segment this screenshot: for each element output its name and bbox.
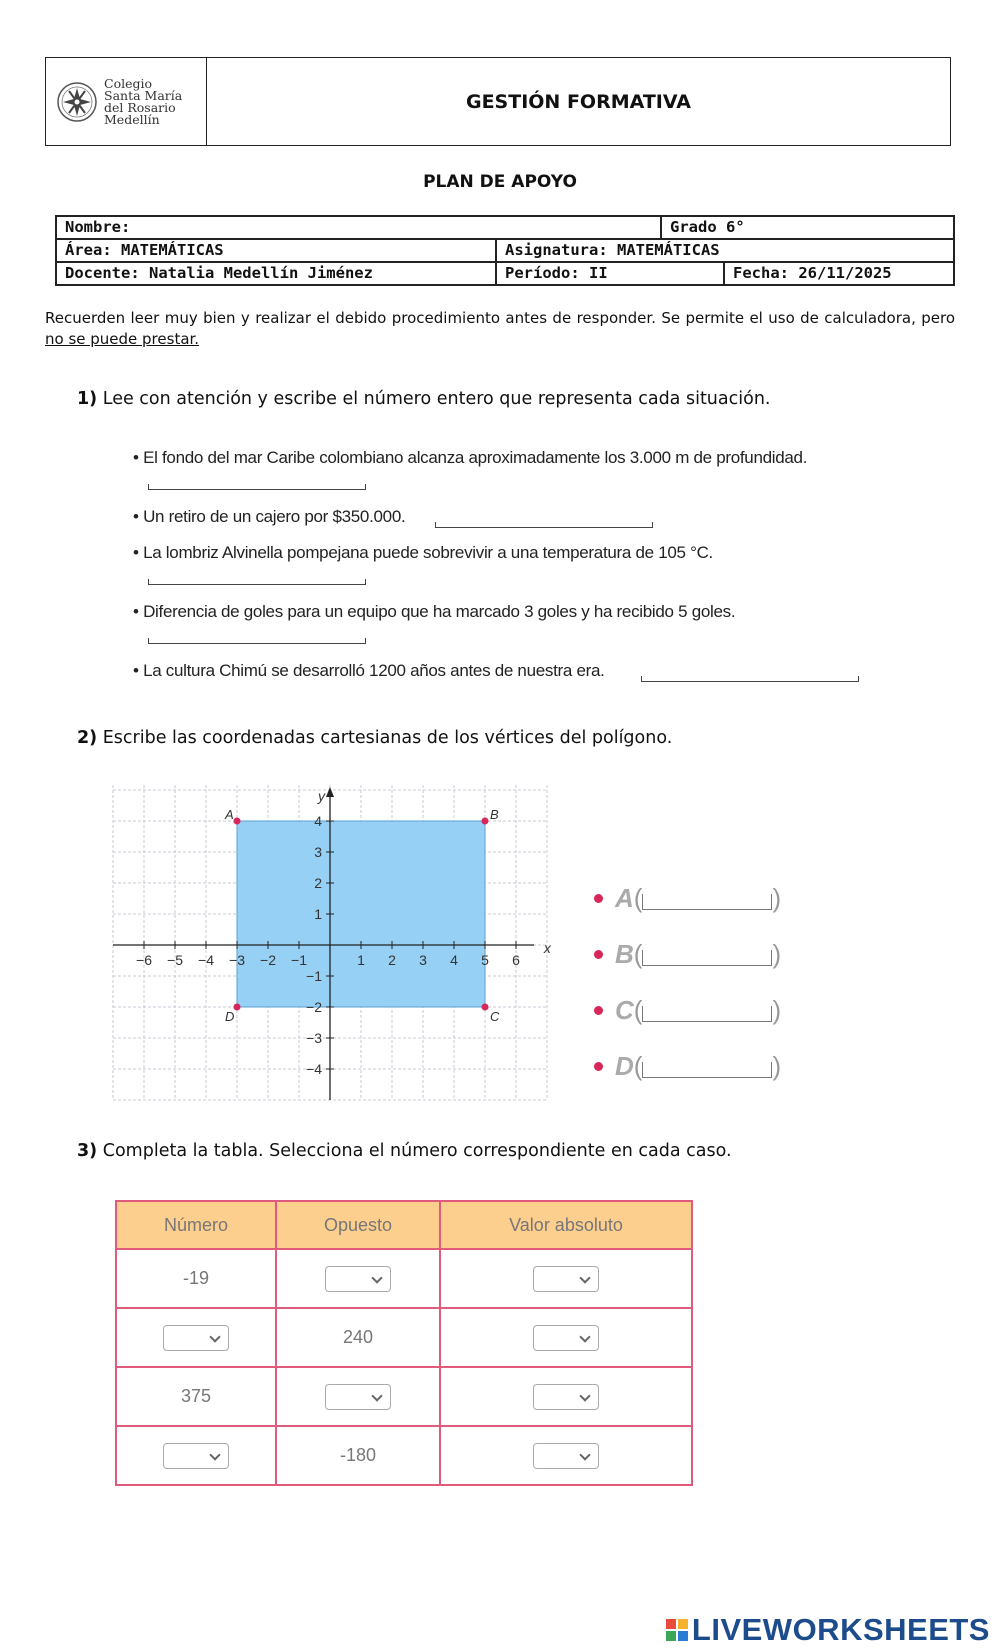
- x-tick-label: −2: [260, 952, 276, 968]
- periodo-label: Período: II: [495, 263, 723, 284]
- vertex-d-answer: [594, 1051, 781, 1082]
- paren: (: [633, 883, 643, 913]
- question-text: Lee con atención y escribe el número entero que representa cada situación.: [97, 389, 771, 409]
- vertex-letter: B: [615, 939, 634, 969]
- y-tick-label: −2: [306, 999, 322, 1015]
- y-tick-label: 2: [314, 875, 322, 891]
- polygon-shape: [237, 821, 485, 1007]
- grado-label: Grado 6°: [660, 217, 953, 238]
- opuesto-cell: [276, 1249, 440, 1308]
- opuesto-cell: [276, 1367, 440, 1426]
- vertex-point: [234, 818, 241, 825]
- column-header: Número: [116, 1201, 276, 1249]
- vertex-label: A: [225, 807, 234, 822]
- vertex-point: [482, 818, 489, 825]
- x-tick-label: 5: [481, 952, 489, 968]
- q1-item: • La lombriz Alvinella pompejana puede sobrevivir a una temperatura de 105 °C.: [133, 543, 713, 562]
- question-number: 1): [77, 389, 98, 409]
- y-tick-label: 4: [314, 813, 322, 829]
- x-tick-label: −5: [167, 952, 183, 968]
- school-name-line: Colegio: [104, 75, 153, 91]
- y-axis-label: y: [318, 788, 325, 804]
- q1-item: • Diferencia de goles para un equipo que ha marcado 3 goles y ha recibido 5 goles.: [133, 602, 736, 621]
- table-row: [116, 1426, 692, 1485]
- vertex-a-answer: [594, 883, 781, 914]
- valor-absoluto-select[interactable]: [533, 1266, 599, 1292]
- question-1: [77, 389, 770, 409]
- school-name-line: Santa María: [104, 87, 183, 103]
- paren: ): [772, 939, 782, 969]
- school-crest-icon: [56, 69, 98, 135]
- school-name-line: Medellín: [104, 111, 160, 127]
- question-3: [77, 1141, 732, 1161]
- vertex-point: [234, 1004, 241, 1011]
- vertex-d-input[interactable]: [642, 1062, 772, 1078]
- answer-input[interactable]: [148, 579, 366, 585]
- vertex-letter: C: [615, 995, 634, 1025]
- vertex-c-answer: [594, 995, 781, 1026]
- table-row: [116, 1249, 692, 1308]
- bullet-dot: [594, 1006, 603, 1015]
- table-row: [116, 1308, 692, 1367]
- vertex-c-input[interactable]: [642, 1006, 772, 1022]
- valor-absoluto-select[interactable]: [533, 1325, 599, 1351]
- docente-label: Docente: Natalia Medellín Jiménez: [65, 264, 373, 282]
- column-header: Opuesto: [276, 1201, 440, 1249]
- valor-absoluto-cell: [440, 1367, 692, 1426]
- numero-cell: 375: [116, 1367, 276, 1426]
- liveworksheets-icon: [666, 1619, 688, 1641]
- asignatura-label: Asignatura: MATEMÁTICAS: [495, 240, 953, 261]
- valor-absoluto-cell: [440, 1249, 692, 1308]
- question-number: 3): [77, 1141, 98, 1161]
- answer-input[interactable]: [435, 522, 653, 528]
- q1-item: • El fondo del mar Caribe colombiano alcanza aproximadamente los 3.000 m de profundidad.: [133, 448, 808, 467]
- paren: (: [633, 1051, 643, 1081]
- valor-absoluto-cell: [440, 1426, 692, 1485]
- numero-cell: [116, 1308, 276, 1367]
- paren: ): [772, 1051, 782, 1081]
- table-row: [116, 1367, 692, 1426]
- paren: (: [633, 939, 643, 969]
- column-header: Valor absoluto: [440, 1201, 692, 1249]
- x-tick-label: 6: [512, 952, 520, 968]
- instructions-underlined: no se puede prestar.: [45, 330, 200, 348]
- valor-absoluto-select[interactable]: [533, 1443, 599, 1469]
- q1-item: • La cultura Chimú se desarrolló 1200 años antes de nuestra era.: [133, 661, 605, 680]
- x-tick-label: 3: [419, 952, 427, 968]
- opuesto-select[interactable]: [325, 1266, 391, 1292]
- x-tick-label: −3: [229, 952, 245, 968]
- student-info-table: [55, 215, 955, 286]
- header-title: GESTIÓN FORMATIVA: [465, 90, 691, 113]
- bullet-dot: [594, 894, 603, 903]
- liveworksheets-logo: [666, 1612, 990, 1648]
- paren: ): [772, 995, 782, 1025]
- answer-input[interactable]: [641, 676, 859, 682]
- school-name-line: del Rosario: [104, 99, 176, 115]
- plan-title: PLAN DE APOYO: [423, 172, 577, 192]
- cartesian-plane: [113, 785, 551, 1100]
- numero-cell: -19: [116, 1249, 276, 1308]
- x-tick-label: −1: [291, 952, 307, 968]
- vertex-label: B: [490, 807, 499, 822]
- vertex-a-input[interactable]: [642, 894, 772, 910]
- y-tick-label: −3: [306, 1030, 322, 1046]
- x-tick-label: −4: [198, 952, 214, 968]
- numero-select[interactable]: [163, 1325, 229, 1351]
- opuesto-cell: 240: [276, 1308, 440, 1367]
- y-tick-label: −1: [306, 968, 322, 984]
- area-label: Área: MATEMÁTICAS: [65, 241, 224, 259]
- document-header: [45, 57, 951, 146]
- valor-absoluto-select[interactable]: [533, 1384, 599, 1410]
- vertex-letter: A: [615, 883, 634, 913]
- question-text: Escribe las coordenadas cartesianas de los vértices del polígono.: [97, 728, 673, 748]
- x-axis-label: x: [543, 940, 551, 956]
- answer-input[interactable]: [148, 638, 366, 644]
- question-number: 2): [77, 728, 98, 748]
- fecha-label: Fecha: 26/11/2025: [723, 263, 953, 284]
- y-tick-label: 1: [314, 906, 322, 922]
- opuesto-cell: -180: [276, 1426, 440, 1485]
- x-tick-label: −6: [136, 952, 152, 968]
- instructions-text: Recuerden leer muy bien y realizar el debido procedimiento antes de responder. Se permite el uso de calculadora, pero: [45, 309, 955, 327]
- vertex-label: C: [490, 1009, 500, 1024]
- vertex-label: D: [225, 1009, 235, 1024]
- school-name: [104, 75, 183, 127]
- opuesto-select[interactable]: [325, 1384, 391, 1410]
- valor-absoluto-cell: [440, 1308, 692, 1367]
- nombre-field[interactable]: Nombre:: [65, 218, 131, 236]
- y-tick-label: −4: [306, 1061, 322, 1077]
- school-logo: [46, 58, 207, 145]
- question-text: Completa la tabla. Selecciona el número correspondiente en cada caso.: [97, 1141, 732, 1161]
- x-tick-label: 2: [388, 952, 396, 968]
- vertex-point: [482, 1004, 489, 1011]
- numero-cell: [116, 1426, 276, 1485]
- vertex-letter: D: [615, 1051, 634, 1081]
- x-tick-label: 1: [357, 952, 365, 968]
- numero-select[interactable]: [163, 1443, 229, 1469]
- y-axis-arrow: [326, 787, 334, 797]
- bullet-dot: [594, 950, 603, 959]
- integers-table: [115, 1200, 693, 1486]
- y-tick-label: 3: [314, 844, 322, 860]
- vertex-b-input[interactable]: [642, 950, 772, 966]
- bullet-dot: [594, 1062, 603, 1071]
- vertex-b-answer: [594, 939, 781, 970]
- question-2: [77, 728, 672, 748]
- instructions: [45, 308, 955, 350]
- answer-input[interactable]: [148, 484, 366, 490]
- paren: ): [772, 883, 782, 913]
- brand-text: LIVEWORKSHEETS: [691, 1612, 990, 1647]
- x-tick-label: 4: [450, 952, 458, 968]
- q1-item: • Un retiro de un cajero por $350.000.: [133, 507, 406, 526]
- paren: (: [633, 995, 643, 1025]
